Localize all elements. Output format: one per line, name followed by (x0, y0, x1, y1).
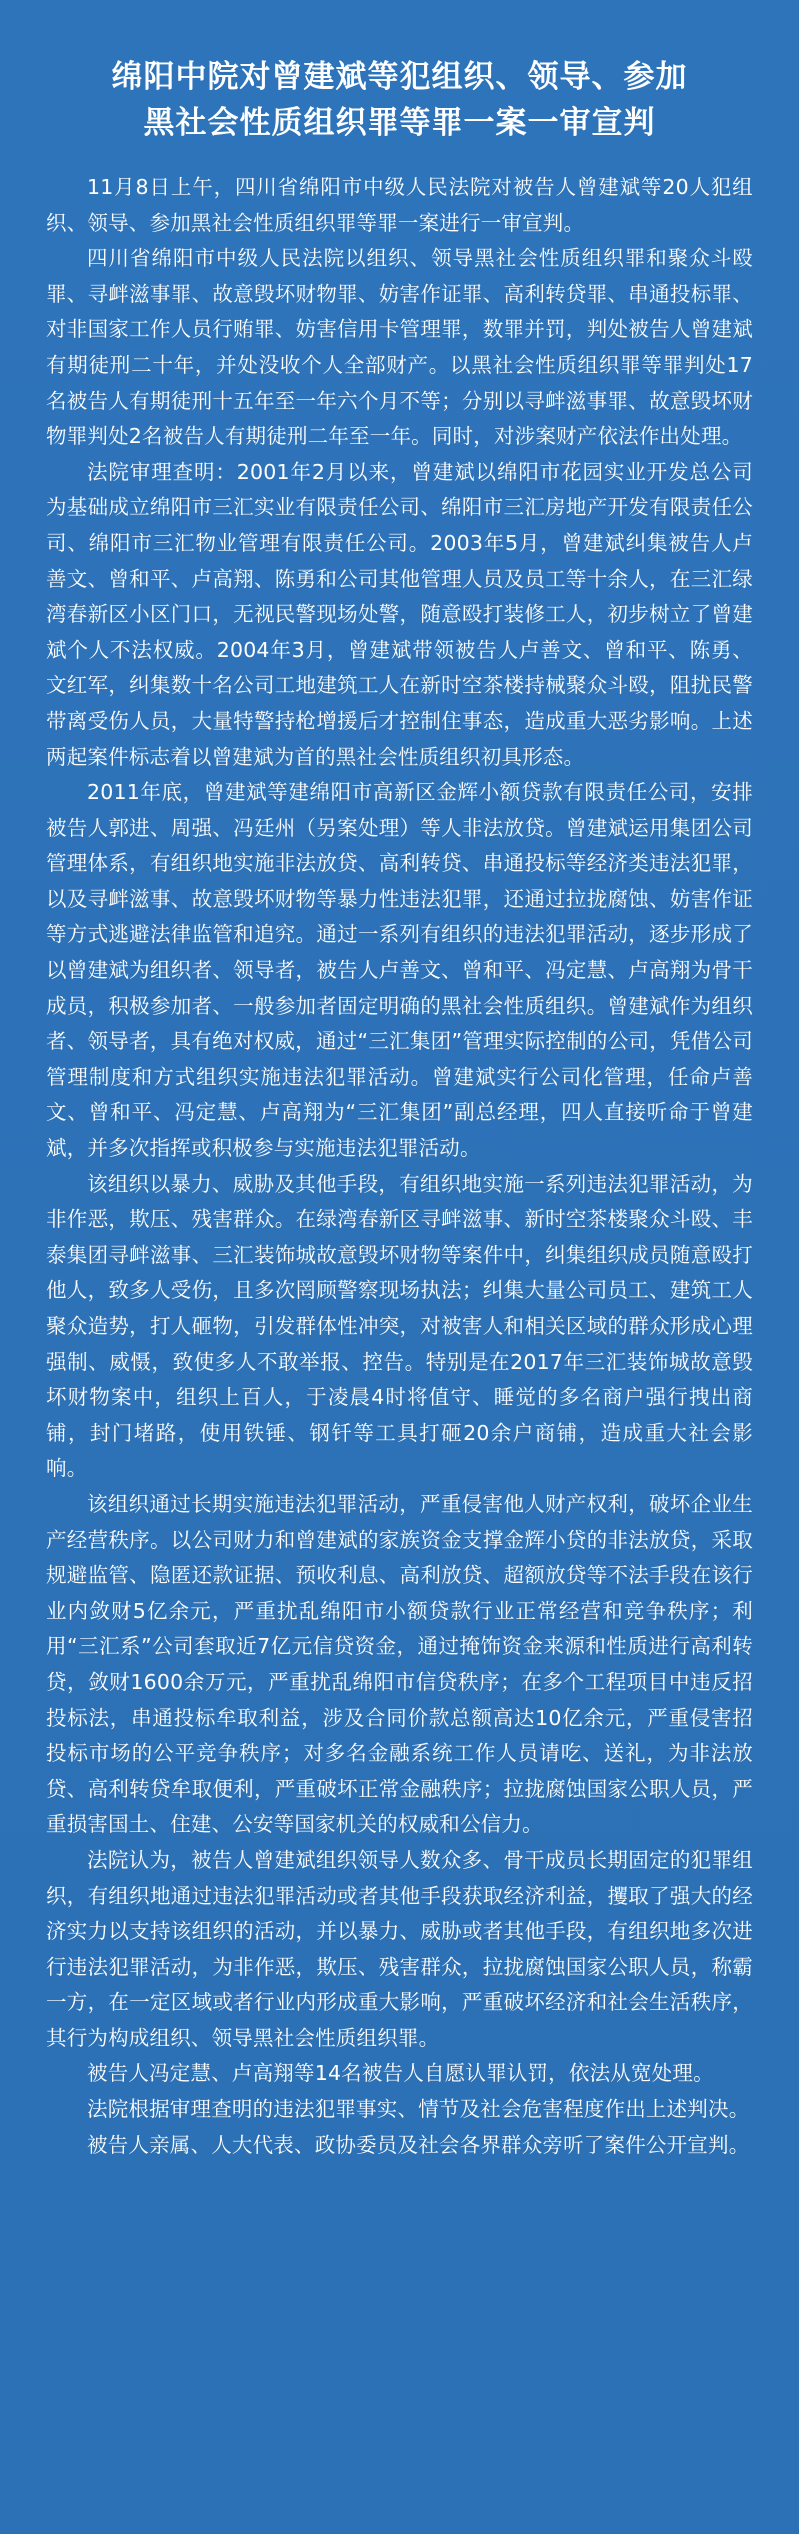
article-body (46, 170, 753, 2163)
paragraph-violent-crimes: 该组织以暴力、威胁及其他手段，有组织地实施一系列违法犯罪活动，为非作恶，欺压、残害群众。在绿湾春新区寻衅滋事、新时空茶楼聚众斗殴、丰泰集团寻衅滋事、三汇装饰城故意毁坏财物等案件中，纠集组织成员随意殴打他人，致多人受伤，且多次罔顾警察现场执法；纠集大量公司员工、建筑工人聚众造势，打人砸物，引发群体性冲突，对被害人和相关区域的群众形成心理强制、威慑，致使多人不敢举报、控告。特别是在2017年三汇装饰城故意毁坏财物案中，组织上百人，于凌晨4时将值守、睡觉的多名商户强行拽出商铺，封门堵路，使用铁锤、钢钎等工具打砸20余户商铺，造成重大社会影响。 (46, 1171, 753, 1481)
paragraph-intro: 11月8日上午，四川省绵阳市中级人民法院对被告人曾建斌等20人犯组织、领导、参加黑社会性质组织罪等罪一案进行一审宣判。 (46, 175, 753, 235)
paragraph-economic-crimes: 该组织通过长期实施违法犯罪活动，严重侵害他人财产权利，破坏企业生产经营秩序。以公司财力和曾建斌的家族资金支撑金辉小贷的非法放贷，采取规避监管、隐匿还款证据、预收利息、高利放贷、超额放贷等不法手段在该行业内敛财5亿余元，严重扰乱绵阳市小额贷款行业正常经营和竞争秩序；利用“三汇系”公司套取近7亿元信贷资金，通过掩饰资金来源和性质进行高利转贷，敛财1600余万元，严重扰乱绵阳市信贷秩序；在多个工程项目中违反招投标法，串通投标牟取利益，涉及合同价款总额高达10亿余元，严重侵害招投标市场的公平竞争秩序；对多名金融系统工作人员请吃、送礼，为非法放贷、高利转贷牟取便利，严重破坏正常金融秩序；拉拢腐蚀国家公职人员，严重损害国土、住建、公安等国家机关的权威和公信力。 (46, 1491, 753, 1837)
paragraph-verdict: 四川省绵阳市中级人民法院以组织、领导黑社会性质组织罪和聚众斗殴罪、寻衅滋事罪、故意毁坏财物罪、妨害作证罪、高利转贷罪、串通投标罪、对非国家工作人员行贿罪、妨害信用卡管理罪，数罪并罚，判处被告人曾建斌有期徒刑二十年，并处没收个人全部财产。以黑社会性质组织罪等罪判处17名被告人有期徒刑十五年至一年六个月不等；分别以寻衅滋事罪、故意毁坏财物罪判处2名被告人有期徒刑二年至一年。同时，对涉案财产依法作出处理。 (46, 246, 753, 449)
paragraph-leniency: 被告人冯定慧、卢高翔等14名被告人自愿认罪认罚，依法从宽处理。 (87, 2061, 714, 2086)
title-line-1: 绵阳中院对曾建斌等犯组织、领导、参加 (111, 59, 688, 95)
paragraph-judgment-basis: 法院根据审理查明的违法犯罪事实、情节及社会危害程度作出上述判决。 (87, 2097, 750, 2122)
article-title (46, 54, 753, 146)
paragraph-findings-origin: 法院审理查明：2001年2月以来，曾建斌以绵阳市花园实业开发总公司为基础成立绵阳市三汇实业有限责任公司、绵阳市三汇房地产开发有限责任公司、绵阳市三汇物业管理有限责任公司。2003年5月，曾建斌纠集被告人卢善文、曾和平、卢高翔、陈勇和公司其他管理人员及员工等十余人，在三汇绿湾春新区小区门口，无视民警现场处警，随意殴打装修工人，初步树立了曾建斌个人不法权威。2004年3月，曾建斌带领被告人卢善文、曾和平、陈勇、文红军，纠集数十名公司工地建筑工人在新时空茶楼持械聚众斗殴，阻扰民警带离受伤人员，大量特警持枪增援后才控制住事态，造成重大恶劣影响。上述两起案件标志着以曾建斌为首的黑社会性质组织初具形态。 (46, 459, 753, 769)
paragraph-public-hearing: 被告人亲属、人大代表、政协委员及社会各界群众旁听了案件公开宣判。 (87, 2132, 750, 2157)
title-line-2: 黑社会性质组织罪等罪一案一审宣判 (143, 105, 656, 141)
paragraph-court-opinion: 法院认为，被告人曾建斌组织领导人数众多、骨干成员长期固定的犯罪组织，有组织地通过违法犯罪活动或者其他手段获取经济利益，攫取了强大的经济实力以支持该组织的活动，并以暴力、威胁或者其他手段，有组织地多次进行违法犯罪活动，为非作恶，欺压、残害群众，拉拢腐蚀国家公职人员，称霸一方，在一定区域或者行业内形成重大影响，严重破坏经济和社会生活秩序，其行为构成组织、领导黑社会性质组织罪。 (46, 1847, 753, 2050)
paragraph-organization-structure: 2011年底，曾建斌等建绵阳市高新区金辉小额贷款有限责任公司，安排被告人郭进、周强、冯廷州（另案处理）等人非法放贷。曾建斌运用集团公司管理体系，有组织地实施非法放贷、高利转贷、串通投标等经济类违法犯罪，以及寻衅滋事、故意毁坏财物等暴力性违法犯罪，还通过拉拢腐蚀、妨害作证等方式逃避法律监管和追究。通过一系列有组织的违法犯罪活动，逐步形成了以曾建斌为组织者、领导者，被告人卢善文、曾和平、冯定慧、卢高翔为骨干成员，积极参加者、一般参加者固定明确的黑社会性质组织。曾建斌作为组织者、领导者，具有绝对权威，通过“三汇集团”管理实际控制的公司，凭借公司管理制度和方式组织实施违法犯罪活动。曾建斌实行公司化管理，任命卢善文、曾和平、冯定慧、卢高翔为“三汇集团”副总经理，四人直接听命于曾建斌，并多次指挥或积极参与实施违法犯罪活动。 (46, 780, 753, 1161)
